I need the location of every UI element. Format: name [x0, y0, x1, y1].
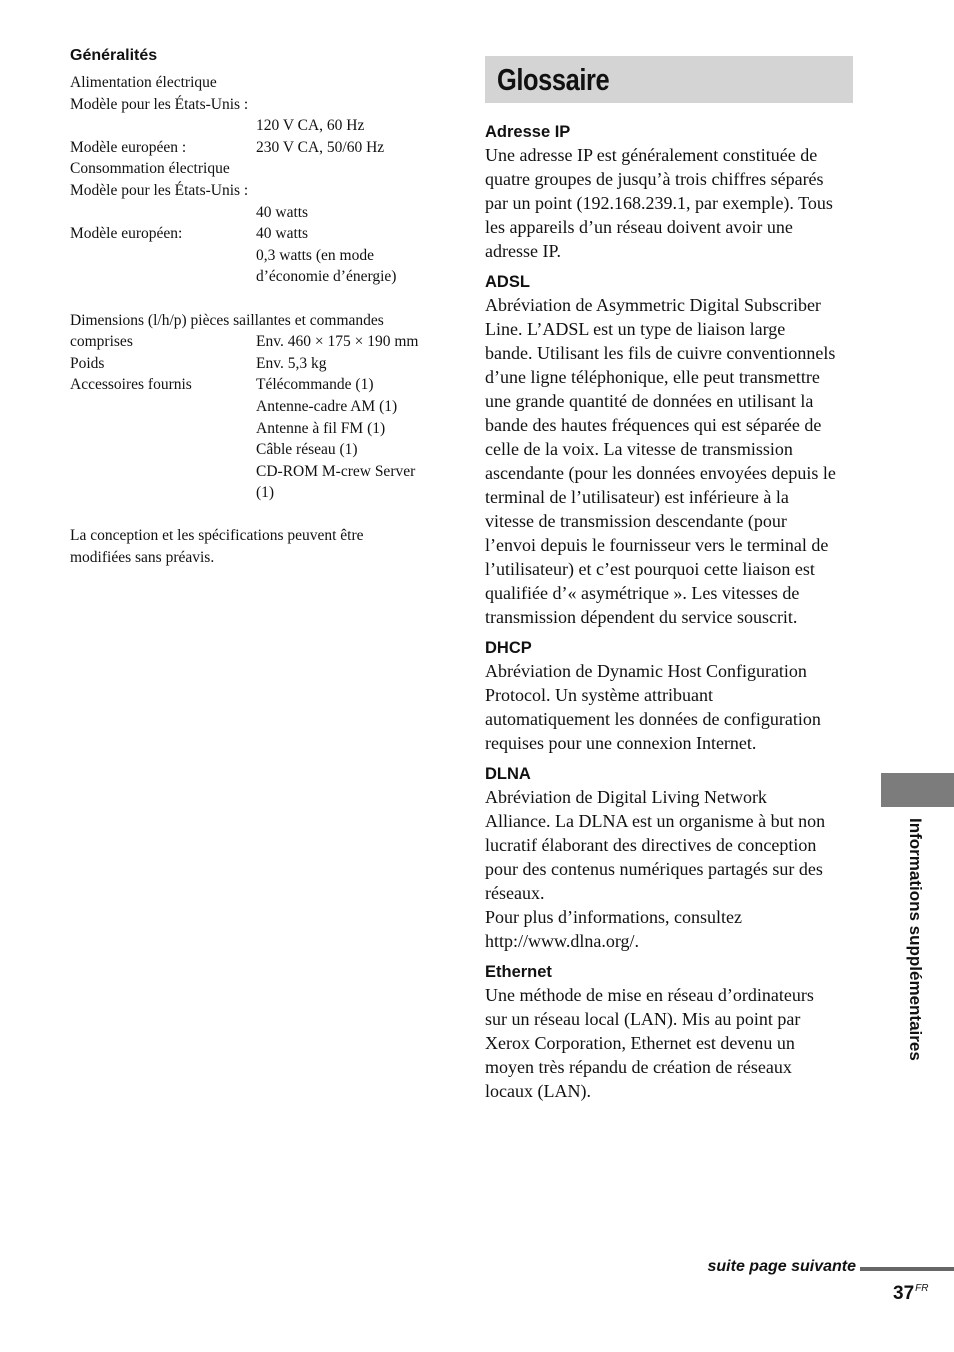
spec-row	[70, 245, 450, 267]
spec-row	[70, 418, 450, 440]
definition-line: l’utilisateur) et c’est pourquoi cette liaison est	[485, 559, 815, 579]
specs-list	[70, 72, 450, 288]
spec-value: Télécommande (1)	[256, 376, 374, 394]
spec-label: Consommation électrique	[70, 160, 230, 178]
spec-value: CD-ROM M-crew Server	[256, 462, 416, 480]
definition-line: par un point (192.168.239.1, par exemple). Tous	[485, 193, 833, 213]
spec-label: Modèle européen:	[70, 225, 183, 243]
side-tab-label	[903, 818, 927, 1118]
spec-value: Antenne à fil FM (1)	[256, 419, 386, 437]
definition-line: transmission dépendent du service souscrit.	[485, 607, 798, 627]
footer	[640, 1256, 954, 1280]
specs-note-line: La conception et les spécifications peuvent être	[70, 527, 364, 545]
definition-line: Protocol. Un système attribuant	[485, 685, 713, 705]
section-tab-marker	[881, 773, 954, 807]
specs-heading: Généralités	[70, 47, 158, 64]
spacer	[70, 288, 450, 310]
spec-label: Modèle européen :	[70, 138, 187, 156]
glossary-definition	[485, 983, 853, 1103]
specifications-section	[70, 44, 450, 569]
spec-label-empty	[70, 461, 256, 483]
spec-row	[70, 396, 450, 418]
dimensions-label: Dimensions (l/h/p) pièces saillantes et commandes	[70, 311, 384, 329]
spec-value: 230 V CA, 50/60 Hz	[256, 138, 385, 156]
spec-row	[70, 353, 450, 375]
definition-line: d’une ligne téléphonique, elle peut transmettre	[485, 367, 820, 387]
glossary-definition	[485, 143, 853, 263]
glossary-term: Ethernet	[485, 963, 552, 981]
definition-line: Une méthode de mise en réseau d’ordinateurs	[485, 985, 814, 1005]
definition-line: bande. Utilisant les fils de cuivre conventionnels	[485, 343, 836, 363]
spec-value: Câble réseau (1)	[256, 441, 358, 459]
spec-row	[70, 482, 450, 504]
spec-value: Antenne-cadre AM (1)	[256, 397, 398, 415]
spec-row	[70, 115, 450, 137]
spec-label-empty	[70, 115, 256, 137]
definition-line: Une adresse IP est généralement constituée de	[485, 145, 818, 165]
spec-row	[70, 72, 450, 94]
spec-label: Modèle pour les États-Unis :	[70, 95, 249, 113]
spec-label-empty	[70, 266, 256, 288]
definition-line: Abréviation de Digital Living Network	[485, 787, 767, 807]
spec-label-empty	[70, 245, 256, 267]
side-tab-text: Informations supplémentaires	[906, 818, 925, 1061]
spec-row	[70, 439, 450, 461]
spec-value: Env. 5,3 kg	[256, 354, 327, 372]
definition-line: ascendante (pour les données envoyées depuis le	[485, 463, 836, 483]
glossary-definition	[485, 659, 853, 755]
definition-line: les appareils d’un réseau doivent avoir une	[485, 217, 793, 237]
definition-line: vitesse de transmission descendante (pour	[485, 511, 787, 531]
spec-label-empty	[70, 202, 256, 224]
footer-rule	[860, 1267, 954, 1271]
page-number-suffix: FR	[915, 1283, 929, 1294]
definition-line: Xerox Corporation, Ethernet est devenu un	[485, 1033, 795, 1053]
spec-label: Alimentation électrique	[70, 74, 217, 91]
spec-label: Accessoires fournis	[70, 376, 192, 394]
spec-row	[70, 374, 450, 396]
specs-note-line: modifiées sans préavis.	[70, 549, 215, 567]
definition-line: quatre groupes de jusqu’à trois chiffres séparés	[485, 169, 824, 189]
definition-line: lucratif élaborant des directives de conception	[485, 835, 817, 855]
glossary-definition	[485, 785, 853, 953]
spec-row	[70, 266, 450, 288]
spec-value: 0,3 watts (en mode	[256, 246, 374, 264]
spec-label: Modèle pour les États-Unis :	[70, 181, 249, 199]
spec-label-empty	[70, 396, 256, 418]
spec-value: (1)	[256, 484, 275, 502]
continued-label: suite page suivante	[707, 1258, 856, 1275]
definition-line: Line. L’ADSL est un type de liaison large	[485, 319, 786, 339]
definition-line: moyen très répandu de création de réseaux	[485, 1057, 792, 1077]
definition-line: terminal de l’utilisateur) est inférieure à la	[485, 487, 789, 507]
definition-line: l’envoi depuis le fournisseur vers le terminal de	[485, 535, 829, 555]
spec-value: d’économie d’énergie)	[256, 268, 397, 286]
glossary-title-bar	[485, 56, 853, 103]
spec-row	[70, 223, 450, 245]
page-number	[893, 1283, 928, 1305]
definition-line: une grande quantité de données en utilisant la	[485, 391, 814, 411]
spec-row	[70, 180, 450, 202]
spec-value: Env. 460 × 175 × 190 mm	[256, 333, 419, 351]
spec-row	[70, 158, 450, 180]
spec-row	[70, 202, 450, 224]
spec-value: 120 V CA, 60 Hz	[256, 117, 365, 135]
spec-row	[70, 461, 450, 483]
glossary-term: Adresse IP	[485, 123, 571, 141]
definition-line: sur un réseau local (LAN). Mis au point par	[485, 1009, 801, 1029]
spec-label-empty	[70, 418, 256, 440]
spacer	[70, 504, 450, 526]
definition-line: Alliance. La DLNA est un organisme à but non	[485, 811, 826, 831]
spec-label-empty	[70, 439, 256, 461]
spec-label: Poids	[70, 354, 105, 372]
glossary-entries	[485, 121, 853, 1103]
definition-line: automatiquement les données de configuration	[485, 709, 821, 729]
spec-label-empty	[70, 482, 256, 504]
definition-line: pour des contenus numériques partagés sur des	[485, 859, 823, 879]
spec-row	[70, 137, 450, 159]
definition-line: adresse IP.	[485, 241, 561, 261]
definition-line: Pour plus d’informations, consultez	[485, 907, 742, 927]
spec-row	[70, 94, 450, 116]
definition-line: http://www.dlna.org/.	[485, 931, 639, 951]
glossary-definition	[485, 293, 853, 629]
glossary-term: DHCP	[485, 639, 532, 657]
definition-line: requises pour une connexion Internet.	[485, 733, 757, 753]
definition-line: Abréviation de Dynamic Host Configuration	[485, 661, 807, 681]
definition-line: locaux (LAN).	[485, 1081, 591, 1101]
definition-line: celle de la voix. La vitesse de transmission	[485, 439, 793, 459]
page-number-value: 37	[893, 1283, 915, 1304]
spec-value: 40 watts	[256, 203, 309, 221]
glossary-title: Glossaire	[497, 61, 610, 97]
spec-label: comprises	[70, 333, 133, 351]
spec-row	[70, 331, 450, 353]
definition-line: bande des hautes fréquences qui est séparée de	[485, 415, 822, 435]
specs-note	[70, 525, 450, 568]
definition-line: qualifiée d’« asymétrique ». Les vitesses de	[485, 583, 800, 603]
specs-list-2	[70, 331, 450, 504]
glossary-term: DLNA	[485, 765, 531, 783]
definition-line: réseaux.	[485, 883, 545, 903]
spec-value: 40 watts	[256, 225, 309, 243]
glossary-section	[485, 56, 853, 1111]
glossary-term: ADSL	[485, 273, 530, 291]
definition-line: Abréviation de Asymmetric Digital Subscriber	[485, 295, 821, 315]
